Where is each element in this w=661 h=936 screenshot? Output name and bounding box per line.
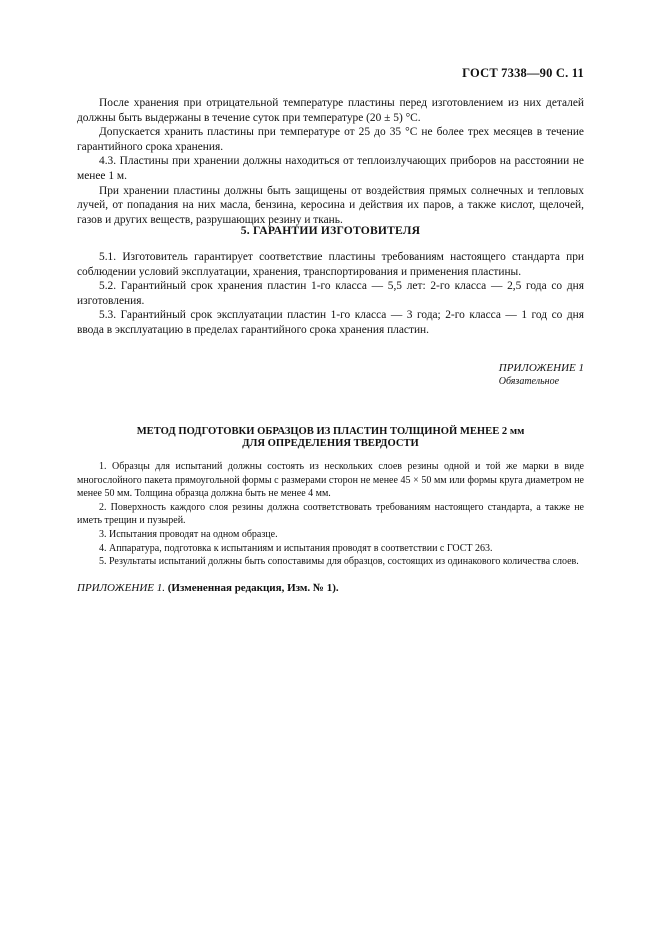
section-5-body [77,250,584,338]
revision-note-text: (Измененная редакция, Изм. № 1). [167,582,339,594]
paragraph: 3. Испытания проводят на одном образце. [99,528,278,540]
page-header: ГОСТ 7338—90 С. 11 [462,66,584,80]
appendix-body [77,460,584,569]
paragraph: 5.2. Гарантийный срок хранения пластин 1-го класса — 5,5 лет: 2-го класса — 2,5 года со дня изготовления. [77,280,584,307]
appendix-number: ПРИЛОЖЕНИЕ 1 [498,362,584,374]
paragraph: 4.3. Пластины при хранении должны находиться от теплоизлучающих приборов на расстоянии не менее 1 м. [77,155,584,182]
appendix-title-line-1: МЕТОД ПОДГОТОВКИ ОБРАЗЦОВ ИЗ ПЛАСТИН ТОЛЩИНОЙ МЕНЕЕ 2 мм [136,426,525,437]
revision-note-label: ПРИЛОЖЕНИЕ 1. [77,582,165,594]
paragraph: 5.3. Гарантийный срок эксплуатации пластин 1-го класса — 3 года; 2-го класса — 1 год со дня ввода в эксплуатацию в пределах гарантийного срока хранения пластин. [77,309,584,336]
paragraph: 2. Поверхность каждого слоя резины должна соответствовать требованиям настоящего стандарта, а также не иметь трещин и пузырей. [77,501,584,527]
paragraph: Допускается хранить пластины при температуре от 25 до 35 °С не более трех месяцев в течение гарантийного срока хранения. [77,126,584,153]
appendix-title-line-2: ДЛЯ ОПРЕДЕЛЕНИЯ ТВЕРДОСТИ [242,438,419,449]
paragraph: После хранения при отрицательной температуре пластины перед изготовлением из них деталей должны быть выдержаны в течение суток при температуре (20 ± 5) °С. [77,97,584,124]
section-4-continuation [77,96,584,227]
appendix-label [499,362,584,388]
revision-note [77,582,339,594]
paragraph: При хранении пластины должны быть защищены от воздействия прямых солнечных и тепловых лучей, от попадания на них масла, бензина, керосина и действия их паров, а также кислот, щелочей, газов и других веществ, разрушающих резину и ткань. [77,184,584,226]
section-5-title: 5. ГАРАНТИИ ИЗГОТОВИТЕЛЯ [240,224,421,237]
paragraph: 5. Результаты испытаний должны быть сопоставимы для образцов, состоящих из одинакового количества слоев. [99,556,579,568]
paragraph: 1. Образцы для испытаний должны состоять из нескольких слоев резины одной и той же марки в виде многослойного пакета прямоугольной формы с размерами сторон не менее 45 × 50 мм или формы круга диаметром не менее 50 мм. Толщина образца должна быть не менее 4 мм. [77,461,584,500]
paragraph: 5.1. Изготовитель гарантирует соответствие пластины требованиям настоящего стандарта при соблюдении условий эксплуатации, хранения, транспортирования и применения пластины. [77,251,584,278]
paragraph: 4. Аппаратура, подготовка к испытаниям и испытания проводят в соответствии с ГОСТ 263. [99,542,493,554]
appendix-title [77,426,584,450]
appendix-status: Обязательное [498,376,560,387]
